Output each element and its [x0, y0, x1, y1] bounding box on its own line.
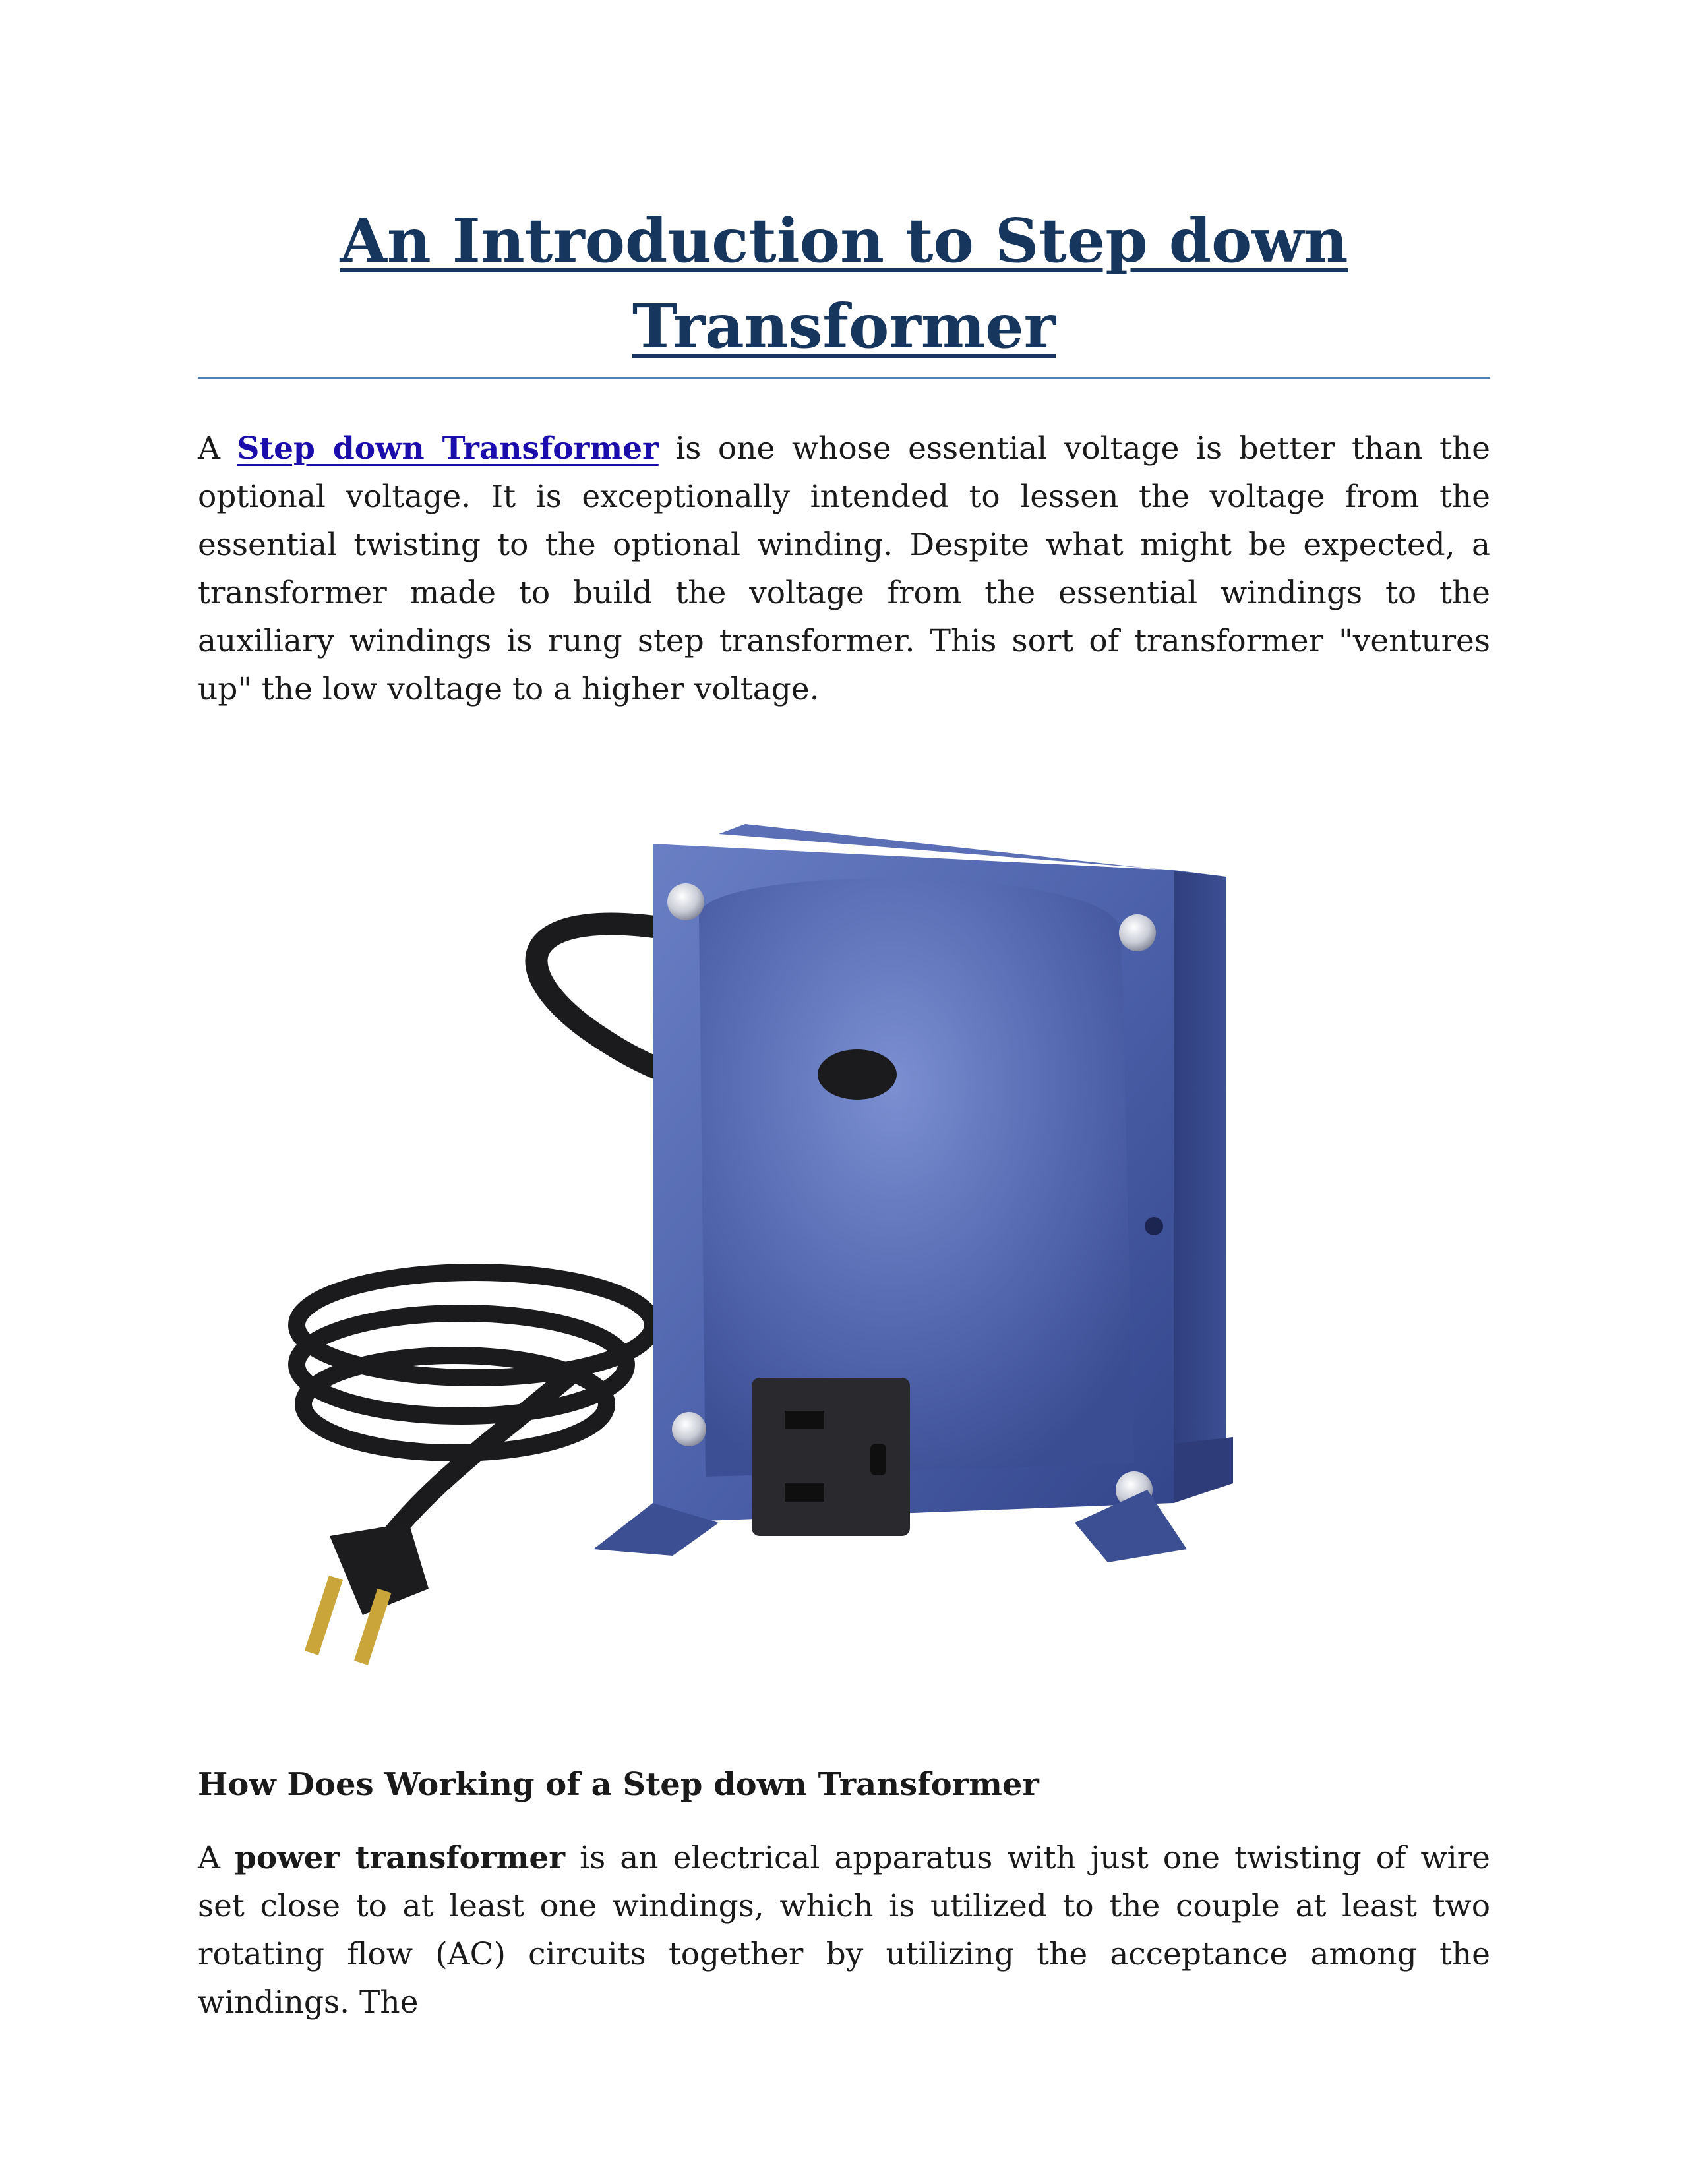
section-text: is an electrical apparatus with just one twisting of wire set close to at least one windings, which is utilized to the couple at least two rotating flow (AC) circuits together by utilizing the acceptance among the windings. The [198, 1840, 1490, 2021]
title-line-1: An Introduction to Step down [340, 205, 1348, 276]
transformer-image [198, 732, 1490, 1721]
title-divider [198, 377, 1490, 379]
step-down-transformer-link[interactable]: Step down Transformer [237, 430, 659, 467]
intro-text: is one whose essential voltage is better than the optional voltage. It is exceptionally intended to lessen the voltage from the essential twisting to the optional winding. Despite what might be expected, a transformer made to build the voltage from the essential windings to the auxiliary windings is rung step transformer. This sort of transformer "ventures up" the low voltage to a higher voltage. [198, 430, 1490, 707]
section-lead: A [198, 1840, 235, 1876]
intro-paragraph [198, 425, 1490, 713]
plug [305, 1523, 429, 1665]
power-transformer-term: power transformer [234, 1840, 566, 1876]
intro-lead: A [198, 430, 237, 467]
outlet [752, 1378, 910, 1536]
section-heading: How Does Working of a Step down Transformer [198, 1766, 1039, 1803]
power-cord [297, 1272, 653, 1556]
title-line-2: Transformer [632, 291, 1056, 362]
section-paragraph [198, 1834, 1490, 2026]
page-title [198, 198, 1490, 369]
